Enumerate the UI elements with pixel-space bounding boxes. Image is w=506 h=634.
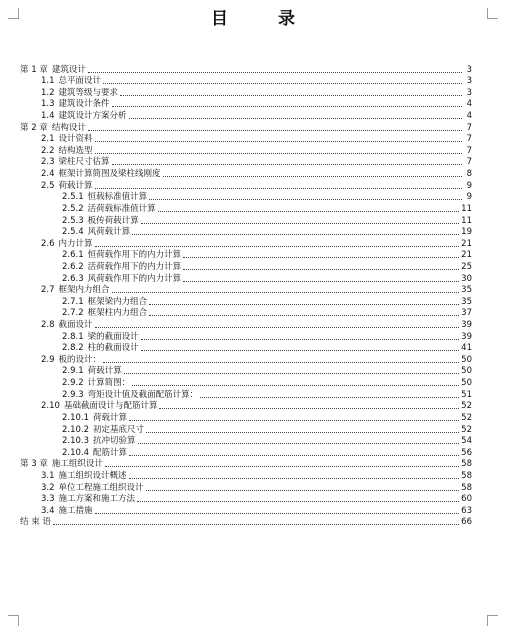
toc-entry-text: 柱的截面设计: [87, 343, 139, 354]
toc-entry-label: [62, 425, 144, 435]
toc-entry-label: [41, 239, 93, 249]
toc-dot-leader: [95, 327, 460, 328]
toc-entry-text: 总平面设计: [58, 76, 102, 87]
toc-entry-page-number: 52: [461, 412, 472, 423]
toc-entry[interactable]: [0, 179, 506, 191]
toc-entry-number: 3.2: [41, 482, 55, 493]
toc-entry-text: 板传荷载计算: [87, 215, 139, 226]
toc-entry-page-number: 37: [461, 308, 472, 319]
toc-entry-number: 2.9: [41, 354, 55, 365]
toc-entry-text: 荷载计算: [93, 412, 128, 423]
toc-entry-number: 2.8.2: [62, 343, 84, 354]
toc-entry-label: [41, 483, 144, 493]
toc-entry[interactable]: [0, 167, 506, 179]
toc-entry-number: 2.9.3: [62, 389, 84, 400]
toc-entry-page-number: 58: [461, 482, 472, 493]
toc-entry-page-number: 41: [461, 343, 472, 354]
toc-entry[interactable]: [0, 284, 506, 296]
toc-entry-page-number: 60: [461, 494, 472, 505]
toc-dot-leader: [129, 420, 459, 421]
toc-dot-leader: [129, 118, 462, 119]
toc-entry-text: 结构设计: [51, 122, 86, 133]
toc-entry-number: 2.6: [41, 238, 55, 249]
toc-entry-page-number: 7: [466, 122, 472, 133]
toc-entry-page-number: 39: [461, 331, 472, 342]
toc-entry-page-number: 11: [461, 203, 472, 214]
toc-entry-page-number: 35: [461, 296, 472, 307]
toc-entry-label: [62, 227, 130, 237]
toc-entry-text: 框架内力组合: [58, 285, 110, 296]
toc-entry[interactable]: [0, 342, 506, 354]
toc-entry-page-number: 11: [461, 215, 472, 226]
toc-entry-label: [62, 274, 181, 284]
toc-dot-leader: [158, 211, 460, 212]
toc-entry-label: [41, 401, 157, 411]
toc-entry-label: [62, 332, 139, 342]
toc-entry-page-number: 56: [461, 447, 472, 458]
toc-dot-leader: [95, 513, 460, 514]
toc-entry[interactable]: [0, 63, 506, 75]
toc-entry[interactable]: [0, 86, 506, 98]
toc-entry-number: 2.6.2: [62, 261, 84, 272]
toc-dot-leader: [112, 164, 462, 165]
toc-entry-label: [62, 262, 181, 272]
toc-dot-leader: [132, 234, 459, 235]
toc-entry-label: [62, 216, 139, 226]
toc-entry-text: 基础截面设计与配筋计算: [63, 401, 158, 412]
toc-entry-number: 2.5.4: [62, 227, 84, 238]
toc-dot-leader: [138, 443, 460, 444]
toc-entry-number: 2.4: [41, 169, 55, 180]
toc-entry-page-number: 7: [466, 145, 472, 156]
toc-entry-label: [41, 471, 127, 481]
toc-entry[interactable]: [0, 446, 506, 458]
toc-entry-label: [62, 192, 147, 202]
toc-entry-label: [41, 99, 110, 109]
toc-entry-page-number: 21: [461, 238, 472, 249]
toc-entry[interactable]: [0, 365, 506, 377]
page-title: 目 录: [211, 9, 317, 29]
toc-entry-number: 3.1: [41, 470, 55, 481]
toc-entry-page-number: 7: [466, 157, 472, 168]
toc-entry-text: 恒载标准值计算: [87, 192, 148, 203]
toc-entry-number: 1.1: [41, 76, 55, 87]
toc-entry-label: [41, 76, 101, 86]
toc-entry-page-number: 9: [466, 180, 472, 191]
toc-entry-page-number: 35: [461, 285, 472, 296]
toc-dot-leader: [88, 130, 462, 131]
toc-entry-text: 框架计算简图及梁柱线刚度: [58, 169, 161, 180]
toc-entry-label: [62, 366, 122, 376]
toc-entry-text: 弯矩设计值及截面配筋计算：: [87, 389, 199, 400]
toc-dot-leader: [88, 72, 462, 73]
toc-entry[interactable]: [0, 156, 506, 168]
toc-entry[interactable]: [0, 330, 506, 342]
toc-dot-leader: [141, 339, 460, 340]
toc-entry-text: 配筋计算: [93, 447, 128, 458]
toc-entry-page-number: 21: [461, 250, 472, 261]
toc-entry[interactable]: [0, 109, 506, 121]
toc-entry-text: 施工组织设计: [51, 459, 103, 470]
toc-entry-label: [62, 390, 198, 400]
toc-dot-leader: [163, 176, 462, 177]
toc-entry-number: 2.10.3: [62, 436, 90, 447]
toc-entry-number: 2.6.3: [62, 273, 84, 284]
toc-dot-leader: [103, 83, 462, 84]
toc-dot-leader: [141, 223, 460, 224]
toc-entry[interactable]: [0, 435, 506, 447]
toc-entry-text: 内力计算: [58, 238, 93, 249]
toc-entry-number: 1.2: [41, 87, 55, 98]
toc-entry-number: 第 3 章: [20, 459, 48, 470]
toc-entry-page-number: 52: [461, 401, 472, 412]
toc-entry-text: 建筑设计: [51, 64, 86, 75]
toc-entry-number: 第 1 章: [20, 64, 48, 75]
toc-entry-page-number: 8: [466, 169, 472, 180]
toc-entry[interactable]: [0, 144, 506, 156]
toc-dot-leader: [146, 490, 460, 491]
toc-entry[interactable]: [0, 516, 506, 528]
toc-dot-leader: [200, 397, 459, 398]
toc-dot-leader: [132, 385, 459, 386]
toc-dot-leader: [149, 315, 459, 316]
toc-entry[interactable]: [0, 75, 506, 87]
toc-entry-label: [62, 297, 147, 307]
toc-entry-text: 梁柱尺寸估算: [58, 157, 110, 168]
toc-entry[interactable]: [0, 307, 506, 319]
toc-entry-number: 2.10.2: [62, 424, 90, 435]
toc-entry-page-number: 50: [461, 366, 472, 377]
toc-dot-leader: [146, 432, 459, 433]
toc-entry-number: 2.7.2: [62, 308, 84, 319]
toc-entry-text: 荷载计算: [87, 366, 122, 377]
toc-entry-page-number: 54: [461, 436, 472, 447]
toc-entry-page-number: 4: [466, 111, 472, 122]
toc-entry-label: [41, 134, 93, 144]
toc-entry-number: 2.6.1: [62, 250, 84, 261]
toc-dot-leader: [105, 466, 459, 467]
toc-entry-text: 截面设计: [58, 320, 93, 331]
toc-dot-leader: [103, 362, 459, 363]
toc-entry-page-number: 50: [461, 378, 472, 389]
toc-entry-page-number: 58: [461, 470, 472, 481]
toc-entry[interactable]: [0, 214, 506, 226]
toc-entry-label: [62, 343, 139, 353]
toc-entry-number: 2.5.1: [62, 192, 84, 203]
toc-entry-page-number: 25: [461, 261, 472, 272]
toc-entry-label: [20, 459, 103, 469]
toc-entry-page-number: 63: [461, 505, 472, 516]
toc-entry-label: [41, 285, 110, 295]
toc-entry-number: 2.2: [41, 145, 55, 156]
toc-entry-label: [20, 123, 86, 133]
toc-entry-number: 1.4: [41, 111, 55, 122]
toc-entry-label: [62, 413, 127, 423]
toc-entry-label: [41, 111, 127, 121]
toc-entry-number: 2.10: [41, 401, 60, 412]
toc-entry[interactable]: [0, 133, 506, 145]
toc-entry[interactable]: [0, 423, 506, 435]
toc-entry[interactable]: [0, 295, 506, 307]
toc-entry-text: 框架梁内力组合: [87, 296, 148, 307]
toc-entry-number: 2.10.4: [62, 447, 90, 458]
toc-entry-label: [41, 169, 161, 179]
toc-entry-label: [41, 181, 93, 191]
toc-dot-leader: [95, 188, 462, 189]
toc-entry-label: [62, 378, 130, 388]
toc-entry[interactable]: [0, 249, 506, 261]
toc-entry-text: 梁的截面设计: [87, 331, 139, 342]
toc-entry-text: 恒荷载作用下的内力计算: [87, 250, 182, 261]
toc-dot-leader: [149, 199, 462, 200]
toc-entry-number: 1.3: [41, 99, 55, 110]
toc-entry-text: 风荷载作用下的内力计算: [87, 273, 182, 284]
toc-entry-label: [62, 250, 181, 260]
toc-entry-number: 2.7.1: [62, 296, 84, 307]
toc-entry-page-number: 51: [461, 389, 472, 400]
toc-entry-page-number: 9: [466, 192, 472, 203]
toc-dot-leader: [141, 350, 460, 351]
toc-entry[interactable]: [0, 388, 506, 400]
toc-entry-text: 结构选型: [58, 145, 93, 156]
toc-entry-page-number: 30: [461, 273, 472, 284]
toc-entry-text: 设计资料: [58, 134, 93, 145]
toc-entry-label: [41, 146, 93, 156]
toc-entry-number: 2.7: [41, 285, 55, 296]
toc-entry-page-number: 58: [461, 459, 472, 470]
toc-entry-label: [41, 157, 110, 167]
page-corner-mark-bottom-left: [8, 615, 19, 626]
toc-entry-page-number: 3: [466, 87, 472, 98]
toc-entry-number: 2.5: [41, 180, 55, 191]
toc-entry-number: 2.1: [41, 134, 55, 145]
toc-entry[interactable]: [0, 504, 506, 516]
toc-entry[interactable]: [0, 191, 506, 203]
toc-entry-text: 施工方案和施工方法: [58, 494, 136, 505]
toc-entry-text: 施工组织设计概述: [58, 470, 127, 481]
toc-entry-label: [62, 448, 127, 458]
toc-entry[interactable]: [0, 376, 506, 388]
toc-entry-text: 计算简图：: [87, 378, 131, 389]
toc-entry[interactable]: [0, 400, 506, 412]
toc-dot-leader: [183, 281, 459, 282]
toc-entry-page-number: 7: [466, 134, 472, 145]
toc-entry-label: [20, 517, 51, 527]
toc-entry-text: 初定基底尺寸: [93, 424, 145, 435]
toc-entry-page-number: 52: [461, 424, 472, 435]
toc-entry-text: 建筑设计方案分析: [58, 111, 127, 122]
toc-entry-label: [41, 88, 118, 98]
toc-entry[interactable]: [0, 226, 506, 238]
toc-entry-number: 2.8: [41, 320, 55, 331]
toc-entry[interactable]: [0, 318, 506, 330]
toc-entry-text: 活荷载标准值计算: [87, 203, 156, 214]
toc-entry[interactable]: [0, 202, 506, 214]
toc-entry[interactable]: [0, 121, 506, 133]
toc-entry[interactable]: [0, 98, 506, 110]
toc-dot-leader: [129, 455, 459, 456]
toc-entry-number: 3.3: [41, 494, 55, 505]
toc-entry-text: 施工措施: [58, 505, 93, 516]
toc-entry-text: 荷载计算: [58, 180, 93, 191]
toc-entry-text: 单位工程施工组织设计: [58, 482, 144, 493]
toc-entry[interactable]: [0, 469, 506, 481]
toc-entry[interactable]: [0, 237, 506, 249]
toc-entry-label: [41, 506, 93, 516]
toc-dot-leader: [95, 246, 460, 247]
toc-entry-text: 建筑等级与要求: [58, 87, 119, 98]
toc-entry-text: 框架柱内力组合: [87, 308, 148, 319]
toc-entry-number: 2.5.3: [62, 215, 84, 226]
toc-entry[interactable]: [0, 493, 506, 505]
toc-entry[interactable]: [0, 260, 506, 272]
toc-entry-label: [62, 436, 136, 446]
toc-entry-page-number: 3: [466, 64, 472, 75]
toc-entry-number: 2.9.2: [62, 378, 84, 389]
table-of-contents: [0, 63, 506, 527]
toc-entry[interactable]: [0, 481, 506, 493]
toc-dot-leader: [95, 153, 462, 154]
toc-entry-page-number: 3: [466, 76, 472, 87]
toc-entry-page-number: 66: [461, 517, 472, 528]
toc-dot-leader: [112, 292, 460, 293]
toc-entry-number: 2.3: [41, 157, 55, 168]
toc-dot-leader: [183, 257, 459, 258]
toc-entry[interactable]: [0, 411, 506, 423]
toc-entry-page-number: 50: [461, 354, 472, 365]
toc-entry-number: 2.5.2: [62, 203, 84, 214]
toc-dot-leader: [137, 501, 459, 502]
toc-entry-text: 板的设计：: [58, 354, 102, 365]
toc-entry[interactable]: [0, 353, 506, 365]
toc-dot-leader: [159, 408, 459, 409]
toc-entry-label: [41, 320, 93, 330]
toc-dot-leader: [53, 524, 459, 525]
toc-dot-leader: [129, 478, 460, 479]
toc-entry-label: [41, 494, 135, 504]
toc-entry-label: [62, 308, 147, 318]
toc-entry-page-number: 4: [466, 99, 472, 110]
toc-entry[interactable]: [0, 458, 506, 470]
toc-dot-leader: [124, 373, 460, 374]
toc-entry-label: [41, 355, 101, 365]
toc-entry-page-number: 19: [461, 227, 472, 238]
toc-dot-leader: [149, 304, 459, 305]
toc-dot-leader: [112, 106, 462, 107]
toc-entry-number: 2.10.1: [62, 412, 90, 423]
toc-entry-label: [20, 65, 86, 75]
toc-entry-number: 3.4: [41, 505, 55, 516]
toc-entry-text: 结 束 语: [20, 517, 51, 528]
toc-entry[interactable]: [0, 272, 506, 284]
toc-entry-number: 2.8.1: [62, 331, 84, 342]
toc-dot-leader: [183, 269, 459, 270]
toc-dot-leader: [95, 141, 462, 142]
toc-dot-leader: [120, 95, 462, 96]
toc-entry-number: 2.9.1: [62, 366, 84, 377]
toc-entry-text: 建筑设计条件: [58, 99, 110, 110]
toc-entry-number: 第 2 章: [20, 122, 48, 133]
toc-entry-text: 风荷载计算: [87, 227, 131, 238]
toc-entry-text: 抗冲切验算: [93, 436, 136, 447]
page-corner-mark-bottom-right: [487, 615, 498, 626]
toc-entry-text: 活荷载作用下的内力计算: [87, 261, 182, 272]
toc-entry-label: [62, 204, 156, 214]
toc-entry-page-number: 39: [461, 320, 472, 331]
